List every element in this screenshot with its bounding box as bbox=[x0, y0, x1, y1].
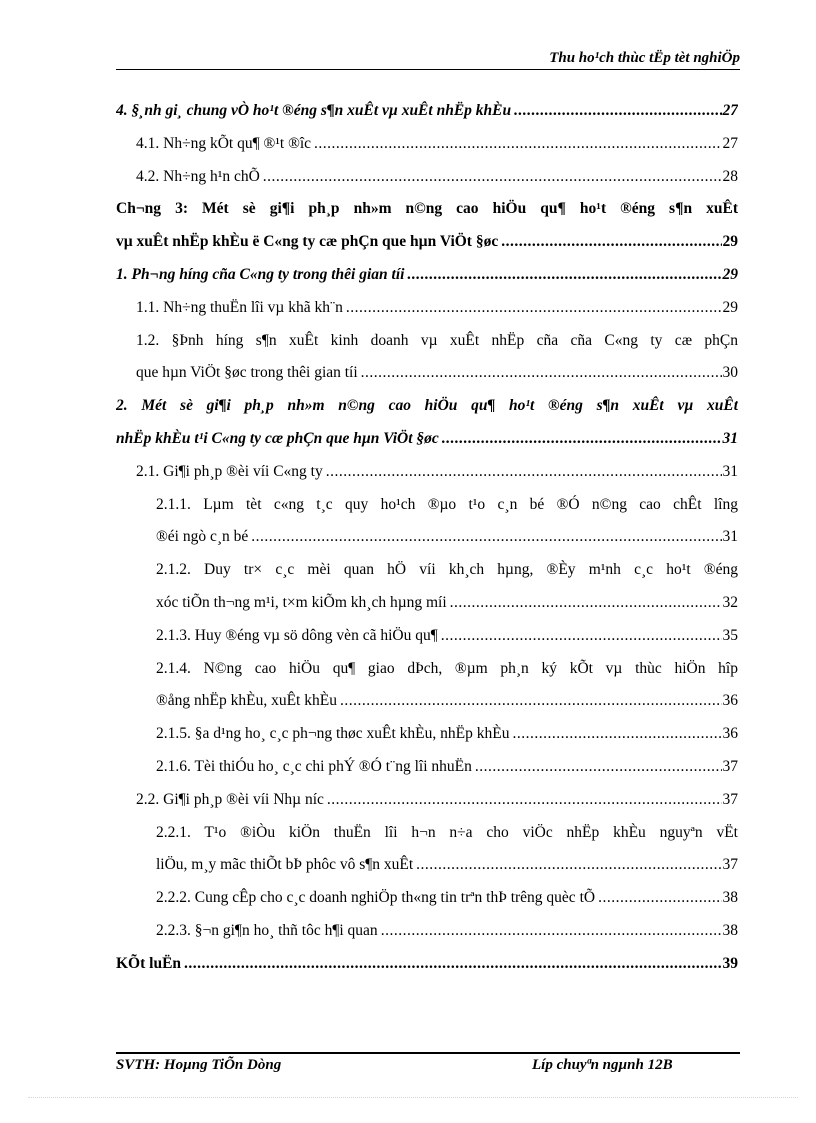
toc-entry-text: ®éi ngò c¸n bé bbox=[156, 528, 249, 546]
toc-entry bbox=[116, 653, 738, 686]
toc-entry bbox=[116, 948, 738, 981]
toc-dot-leader bbox=[263, 161, 722, 194]
running-header-title: Thu ho¹ch thùc tËp tèt nghiÖp bbox=[549, 50, 740, 66]
toc-page-number: 35 bbox=[722, 626, 738, 644]
toc-page-number: 37 bbox=[722, 856, 738, 874]
toc-page-number: 29 bbox=[722, 298, 738, 316]
footer-student-name: SVTH: Hoµng TiÕn Dòng bbox=[116, 1057, 282, 1073]
toc-entry-text: xóc tiÕn th¬ng m¹i, t×m kiÕm kh¸ch hµng míi bbox=[156, 593, 447, 611]
toc-entry bbox=[116, 390, 738, 423]
toc-entry bbox=[116, 685, 738, 718]
toc-entry bbox=[116, 521, 738, 554]
toc-entry bbox=[116, 193, 738, 226]
toc-entry bbox=[116, 882, 738, 915]
toc-page-number: 36 bbox=[722, 725, 738, 743]
toc-entry bbox=[116, 849, 738, 882]
toc-entry bbox=[116, 751, 738, 784]
toc-entry-text: 4. §¸nh gi¸ chung vÒ ho¹t ®éng s¶n xuÊt vµ xuÊt nhËp khÈu bbox=[116, 102, 512, 119]
toc-entry-text: 2.1.2. Duy tr× c¸c mèi quan hÖ víi kh¸ch hµng, ®Èy m¹nh c¸c ho¹t ®éng bbox=[156, 561, 738, 579]
toc-entry-text: 2.1.5. §a d¹ng ho¸ c¸c ph¬ng thøc xuÊt khÈu, nhËp khÈu bbox=[156, 725, 510, 743]
toc-entry-text: liÖu, m¸y mãc thiÕt bÞ phôc vô s¶n xuÊt bbox=[156, 856, 414, 874]
toc-dot-leader bbox=[416, 849, 721, 882]
toc-entry-text: 2.2.1. T¹o ®iÒu kiÖn thuËn lîi h¬n n÷a cho viÖc nhËp khÈu nguyªn vËt bbox=[156, 823, 738, 841]
toc-entry-text: 2.1. Gi¶i ph¸p ®èi víi C«ng ty bbox=[136, 462, 323, 480]
toc-entry bbox=[116, 817, 738, 850]
toc-entry bbox=[116, 423, 738, 456]
toc-page-number: 31 bbox=[722, 429, 738, 447]
toc-entry-text: KÕt luËn bbox=[116, 954, 182, 972]
toc-page-number: 31 bbox=[722, 462, 738, 480]
toc-page-number: 29 bbox=[722, 233, 738, 251]
toc-dot-leader bbox=[361, 357, 722, 390]
toc-dot-leader bbox=[442, 423, 722, 456]
toc-page-number: 30 bbox=[722, 364, 738, 382]
toc-entry-text: que hµn ViÖt §øc trong thêi gian tíi bbox=[136, 364, 358, 382]
toc-entry-text: 4.2. Nh÷ng h¹n chÕ bbox=[136, 167, 260, 185]
toc-entry bbox=[116, 292, 738, 325]
toc-dot-leader bbox=[512, 718, 721, 751]
toc-page-number: 36 bbox=[722, 692, 738, 710]
toc-entry-text: nhËp khÈu t¹i C«ng ty cæ phÇn que hµn ViÖt §øc bbox=[116, 429, 439, 447]
toc-entry-text: 2. Mét sè gi¶i ph¸p nh»m n©ng cao hiÖu qu¶ ho¹t ®éng s¶n xuÊt vµ xuÊt bbox=[116, 397, 738, 415]
toc-dot-leader bbox=[381, 915, 722, 948]
toc-entry bbox=[116, 161, 738, 194]
footer-class-name: Líp chuyªn ngµnh 12B bbox=[532, 1057, 673, 1073]
toc-dot-leader bbox=[441, 620, 722, 653]
toc-dot-leader bbox=[251, 521, 721, 554]
toc-entry-text: 2.2.2. Cung cÊp cho c¸c doanh nghiÖp th«ng tin trªn thÞ trêng quèc tÕ bbox=[156, 889, 596, 907]
page-edge-divider bbox=[28, 1097, 798, 1098]
toc-entry-text: 2.1.6. Tèi thiÓu ho¸ c¸c chi phÝ ®Ó t¨ng lîi nhuËn bbox=[156, 757, 472, 775]
toc-entry-text: 2.1.4. N©ng cao hiÖu qu¶ giao dÞch, ®µm ph¸n ký kÕt vµ thùc hiÖn hîp bbox=[156, 659, 738, 677]
toc-entry bbox=[116, 915, 738, 948]
toc-dot-leader bbox=[514, 95, 721, 128]
toc-entry bbox=[116, 554, 738, 587]
toc-page-number: 28 bbox=[722, 167, 738, 185]
toc-page-number: 38 bbox=[722, 921, 738, 939]
toc-entry-text: 2.1.3. Huy ®éng vµ sö dông vèn cã hiÖu qu¶ bbox=[156, 626, 438, 644]
toc-page-number: 31 bbox=[722, 528, 738, 546]
toc-entry bbox=[116, 456, 738, 489]
toc-dot-leader bbox=[450, 587, 722, 620]
toc-entry bbox=[116, 718, 738, 751]
toc-entry-text: 1.2. §Þnh híng s¶n xuÊt kinh doanh vµ xuÊt nhËp cña cña C«ng ty cæ phÇn bbox=[136, 331, 738, 349]
toc-entry bbox=[116, 259, 738, 292]
toc-entry bbox=[116, 128, 738, 161]
toc-dot-leader bbox=[598, 882, 721, 915]
toc-entry bbox=[116, 357, 738, 390]
toc-page-number: 27 bbox=[722, 102, 738, 119]
toc-dot-leader bbox=[326, 456, 722, 489]
toc-dot-leader bbox=[184, 948, 721, 981]
toc-entry-text: Ch¬ng 3: Mét sè gi¶i ph¸p nh»m n©ng cao hiÖu qu¶ ho¹t ®éng s¶n xuÊt bbox=[116, 200, 738, 218]
toc-entry bbox=[116, 95, 738, 128]
footer-rule bbox=[116, 1052, 740, 1054]
toc-entry bbox=[116, 489, 738, 522]
toc-entry bbox=[116, 587, 738, 620]
toc-dot-leader bbox=[340, 685, 722, 718]
toc-dot-leader bbox=[346, 292, 722, 325]
toc-page-number: 39 bbox=[722, 954, 738, 972]
toc-page-number: 32 bbox=[722, 593, 738, 611]
toc-dot-leader bbox=[475, 751, 722, 784]
toc-page-number: 27 bbox=[722, 134, 738, 152]
toc-page-number: 38 bbox=[722, 889, 738, 907]
toc-page-number: 37 bbox=[722, 790, 738, 808]
header-rule bbox=[116, 69, 740, 70]
toc-entry-text: 1. Ph¬ng híng cña C«ng ty trong thêi gian tíi bbox=[116, 265, 405, 283]
toc-dot-leader bbox=[501, 226, 721, 259]
toc-entry-text: 2.2. Gi¶i ph¸p ®èi víi Nhµ níc bbox=[136, 790, 324, 808]
toc-page-number: 29 bbox=[722, 265, 738, 283]
toc-dot-leader bbox=[407, 259, 721, 292]
toc-entry bbox=[116, 226, 738, 259]
toc-entry bbox=[116, 784, 738, 817]
toc-entry bbox=[116, 325, 738, 358]
toc-entry-text: 4.1. Nh÷ng kÕt qu¶ ®¹t ®îc bbox=[136, 134, 312, 152]
toc-entry-text: vµ xuÊt nhËp khÈu ë C«ng ty cæ phÇn que hµn ViÖt §øc bbox=[116, 233, 499, 251]
toc-entry-text: 2.1.1. Lµm tèt c«ng t¸c quy ho¹ch ®µo t¹o c¸n bé ®Ó n©ng cao chÊt lîng bbox=[156, 495, 738, 513]
toc-entry-text: ®ång nhËp khÈu, xuÊt khÈu bbox=[156, 692, 337, 710]
toc-entry-text: 1.1. Nh÷ng thuËn lîi vµ khã kh¨n bbox=[136, 298, 343, 316]
table-of-contents bbox=[116, 95, 738, 981]
toc-dot-leader bbox=[314, 128, 721, 161]
toc-page-number: 37 bbox=[722, 757, 738, 775]
toc-entry bbox=[116, 620, 738, 653]
toc-entry-text: 2.2.3. §¬n gi¶n ho¸ thñ tôc h¶i quan bbox=[156, 921, 378, 939]
toc-dot-leader bbox=[327, 784, 722, 817]
